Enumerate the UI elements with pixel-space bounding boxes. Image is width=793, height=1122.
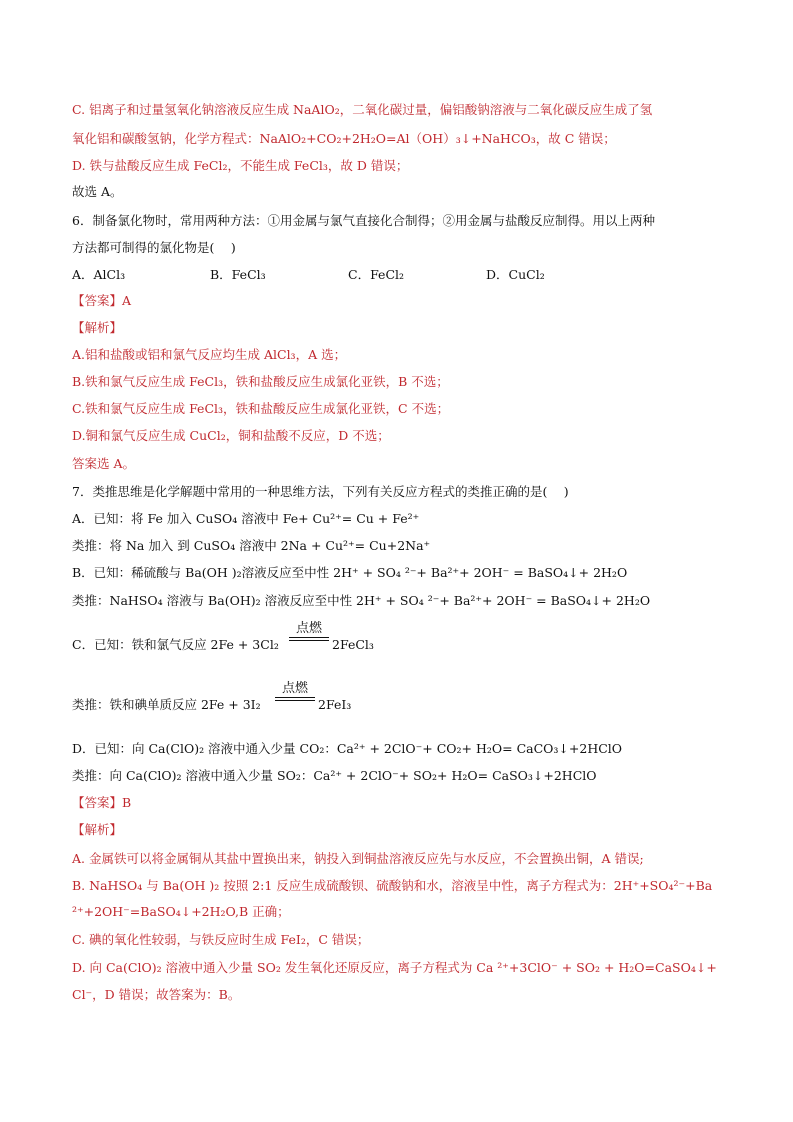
- question-7-analysis-d-2: Cl⁻，D 错误；故答案为：B。: [72, 987, 241, 1002]
- question-7-analysis-c: C. 碘的氧化性较弱，与铁反应时生成 FeI₂，C 错误；: [72, 932, 370, 947]
- question-6-analysis-b: B.铁和氯气反应生成 FeCl₃，铁和盐酸反应生成氯化亚铁，B 不选；: [72, 374, 449, 389]
- question-6-option-c: C．FeCl₂: [348, 267, 405, 282]
- question-6-stem-1: 6．制备氯化物时，常用两种方法：①用金属与氯气直接化合制得；②用金属与盐酸反应制得。用以上两种: [72, 213, 655, 228]
- question-7-analysis-d-1: D. 向 Ca(ClO)₂ 溶液中通入少量 SO₂ 发生氧化还原反应，离子方程式为 Ca ²⁺+3ClO⁻ + SO₂ + H₂O=CaSO₄↓+: [72, 960, 717, 975]
- equation-arrow: [289, 637, 329, 641]
- question-7-option-b-analogy: 类推：NaHSO₄ 溶液与 Ba(OH)₂ 溶液反应至中性 2H⁺ + SO₄ ²⁻+ Ba²⁺+ 2OH⁻ = BaSO₄↓+ 2H₂O: [72, 593, 651, 608]
- question-7-option-c-known-left: C．已知：铁和氯气反应 2Fe + 3Cl₂: [72, 637, 279, 652]
- question-7-option-c-known-right: 2FeCl₃: [332, 637, 374, 652]
- question-7-option-d-analogy: 类推：向 Ca(ClO)₂ 溶液中通入少量 SO₂：Ca²⁺ + 2ClO⁻+ SO₂+ H₂O= CaSO₃↓+2HClO: [72, 768, 597, 783]
- line-option-c-explanation-2: 氧化铝和碳酸氢钠，化学方程式：NaAlO₂+CO₂+2H₂O=Al（OH）₃↓+NaHCO₃，故 C 错误；: [72, 131, 616, 146]
- question-7-option-c-analogy-right: 2FeI₃: [318, 697, 352, 712]
- question-6-analysis-heading: 【解析】: [72, 320, 123, 335]
- equation-arrow: [275, 697, 315, 701]
- question-6-option-d: D．CuCl₂: [486, 267, 545, 282]
- question-7-analysis-a: A. 金属铁可以将金属铜从其盐中置换出来，钠投入到铜盐溶液反应先与水反应，不会置换出铜，A 错误;: [72, 851, 644, 866]
- line-option-c-explanation-1: C. 铝离子和过量氢氧化钠溶液反应生成 NaAlO₂，二氧化碳过量，偏铝酸钠溶液与二氧化碳反应生成了氢: [72, 102, 653, 117]
- question-7-option-c-analogy-left: 类推：铁和碘单质反应 2Fe + 3I₂: [72, 697, 261, 712]
- question-7-option-a-known: A．已知：将 Fe 加入 CuSO₄ 溶液中 Fe+ Cu²⁺= Cu + Fe²⁺: [72, 511, 420, 526]
- question-6-analysis-c: C.铁和氯气反应生成 FeCl₃，铁和盐酸反应生成氯化亚铁，C 不选；: [72, 401, 450, 416]
- question-7-analysis-b-2: ²⁺+2OH⁻=BaSO₄↓+2H₂O,B 正确；: [72, 904, 290, 919]
- question-7-answer: 【答案】B: [72, 795, 132, 810]
- question-7-option-a-analogy: 类推：将 Na 加入 到 CuSO₄ 溶液中 2Na + Cu²⁺= Cu+2Na⁺: [72, 538, 431, 553]
- question-7-analysis-b-1: B. NaHSO₄ 与 Ba(OH )₂ 按照 2:1 反应生成硫酸钡、硫酸钠和水，溶液呈中性，离子方程式为：2H⁺+SO₄²⁻+Ba: [72, 878, 713, 893]
- question-6-option-b: B．FeCl₃: [210, 267, 266, 282]
- line-conclusion: 故选 A。: [72, 184, 123, 199]
- question-6-option-a: A．AlCl₃: [72, 267, 126, 282]
- question-6-answer: 【答案】A: [72, 293, 132, 308]
- question-7-stem: 7．类推思维是化学解题中常用的一种思维方法，下列有关反应方程式的类推正确的是( ): [72, 484, 569, 499]
- condition-label: 点燃: [295, 621, 322, 636]
- question-7-option-b-known: B．已知：稀硫酸与 Ba(OH )₂溶液反应至中性 2H⁺ + SO₄ ²⁻+ Ba²⁺+ 2OH⁻ = BaSO₄↓+ 2H₂O: [72, 565, 628, 580]
- question-7-option-d-known: D．已知：向 Ca(ClO)₂ 溶液中通入少量 CO₂：Ca²⁺ + 2ClO⁻+ CO₂+ H₂O= CaCO₃↓+2HClO: [72, 741, 623, 756]
- question-6-stem-2: 方法都可制得的氯化物是( ): [72, 240, 236, 255]
- question-6-analysis-d: D.铜和氯气反应生成 CuCl₂，铜和盐酸不反应，D 不选；: [72, 428, 390, 443]
- question-6-analysis-a: A.铝和盐酸或铝和氯气反应均生成 AlCl₃，A 选；: [72, 347, 347, 362]
- question-7-analysis-heading: 【解析】: [72, 822, 123, 837]
- reaction-condition-ignite-1: [289, 622, 329, 641]
- condition-label: 点燃: [281, 681, 308, 696]
- question-6-answer-choice: 答案选 A。: [72, 456, 136, 471]
- line-option-d-explanation: D. 铁与盐酸反应生成 FeCl₂，不能生成 FeCl₃，故 D 错误；: [72, 158, 409, 173]
- reaction-condition-ignite-2: [275, 682, 315, 701]
